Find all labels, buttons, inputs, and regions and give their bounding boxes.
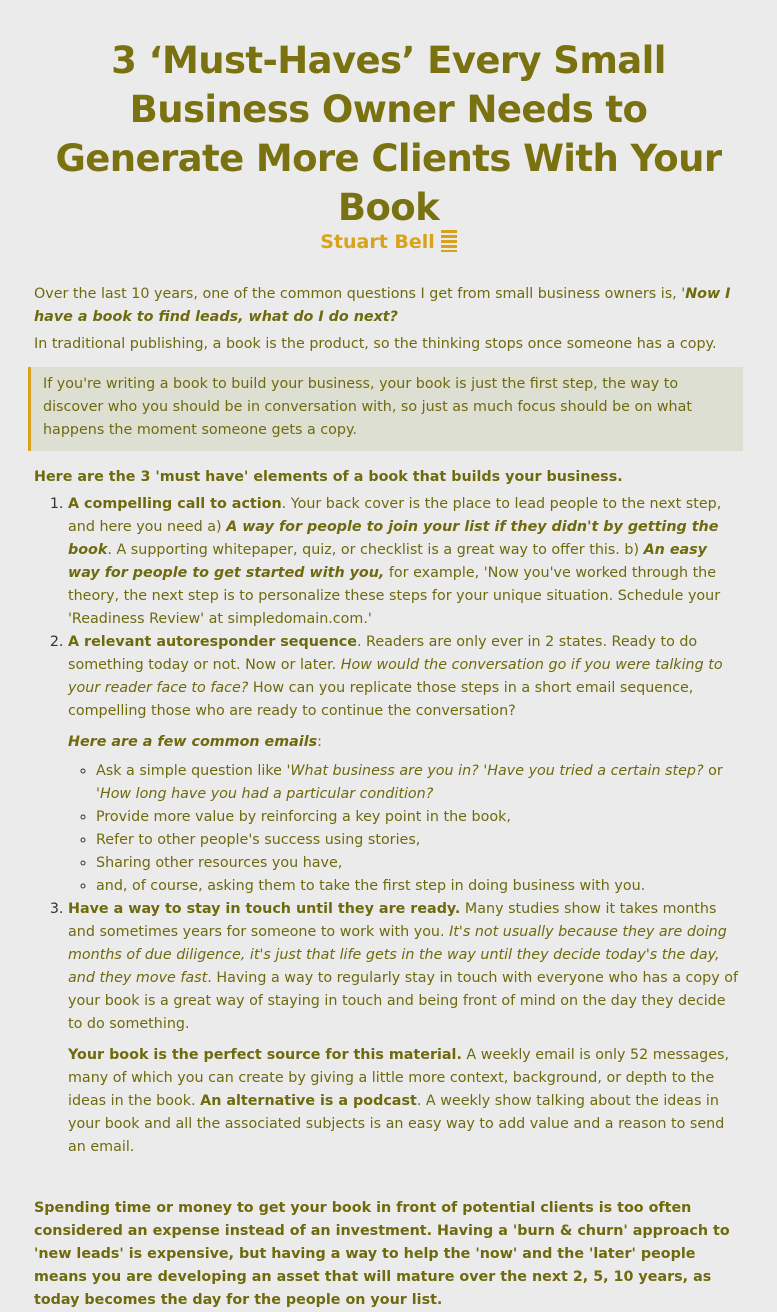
intro-paragraph-2: In traditional publishing, a book is the product, so the thinking stops once someone has a copy. bbox=[34, 336, 717, 352]
list-item-autoresponder bbox=[68, 631, 743, 898]
list-item-stay-in-touch bbox=[68, 898, 743, 1159]
item-title: A relevant autoresponder sequence bbox=[68, 634, 357, 650]
item-text: for example, 'Now you've worked through the theory, the next step is to personalize these steps for your unique situation. Schedule your 'Readiness Review' at simpledomain.com.' bbox=[68, 565, 721, 627]
author-name[interactable]: Stuart Bell bbox=[320, 231, 435, 253]
item-emphasis: A way for people to join your list if they didn't by getting the book bbox=[68, 519, 719, 558]
detail-text: . A weekly show talking about the ideas in your book and all the associated subjects is an easy way to add value and a reason to send an email. bbox=[68, 1093, 725, 1155]
highlight-quote: If you're writing a book to build your business, your book is just the first step, the way to discover who you should be in conversation with, so just as much focus should be on what happens the moment someone gets a copy. bbox=[28, 367, 743, 451]
detail-text: A weekly email is only 52 messages, many of which you can create by giving a little more context, background, or depth to the ideas in the book. bbox=[68, 1047, 730, 1109]
colon: : bbox=[317, 734, 322, 750]
author-line bbox=[34, 229, 743, 255]
item-text: Many studies show it takes months and sometimes years for someone to work with you. bbox=[68, 901, 717, 940]
item-text: . Readers are only ever in 2 states. Ready to do something today or not. Now or later. bbox=[68, 634, 698, 673]
emails-subheading-text: Here are a few common emails bbox=[68, 734, 318, 750]
intro-paragraph-1 bbox=[34, 283, 743, 329]
item-italic: How would the conversation go if you were talking to your reader face to face? bbox=[68, 657, 723, 696]
item-italic: It's not usually because they are doing months of due diligence, it's just that life gets in the way until they decide today's the day, and they move fast bbox=[68, 924, 727, 986]
bullet-italic: What business are you in? bbox=[290, 763, 479, 779]
item-text: . A supporting whitepaper, quiz, or checklist is a great way to offer this. b) bbox=[107, 542, 644, 558]
closing-paragraph: Spending time or money to get your book in front of potential clients is too often considered an expense instead of an investment. Having a 'burn & churn' approach to 'new leads' is expensive, but having a way to help the 'now' and the 'later' people means you are developing an asset that will mature over the next 2, 5, 10 years, as today becomes the day for the people on your list. bbox=[34, 1200, 730, 1308]
bullet-italic: How long have you had a particular condition? bbox=[99, 786, 434, 802]
stay-in-touch-detail bbox=[68, 1044, 743, 1159]
item-title: Have a way to stay in touch until they are ready. bbox=[68, 901, 461, 917]
detail-bold: An alternative is a podcast bbox=[200, 1093, 417, 1109]
intro-text: Over the last 10 years, one of the common questions I get from small business owners is, ' bbox=[34, 286, 686, 302]
bullet-text: or ' bbox=[96, 763, 723, 802]
emails-subheading bbox=[68, 731, 743, 754]
list-lead-in: Here are the 3 'must have' elements of a book that builds your business. bbox=[34, 469, 623, 485]
item-text: . Having a way to regularly stay in touch with everyone who has a copy of your book is a great way of staying in touch and being front of mind on the day they decide to do something. bbox=[68, 970, 739, 1032]
bullet-italic: Have you tried a certain step? bbox=[487, 763, 704, 779]
bullet-text: Ask a simple question like ' bbox=[96, 763, 291, 779]
list-item: ◦ and, of course, asking them to take the first step in doing business with you. bbox=[96, 875, 743, 898]
list-item-call-to-action bbox=[68, 493, 743, 631]
detail-bold: Your book is the perfect source for this material. bbox=[68, 1047, 462, 1063]
list-item: ◦ Refer to other people's success using stories, bbox=[96, 829, 743, 852]
item-text: How can you replicate those steps in a short email sequence, compelling those who are ready to continue the conversation? bbox=[68, 680, 694, 719]
item-emphasis: An easy way for people to get started with you, bbox=[68, 542, 707, 581]
list-item: ◦ Sharing other resources you have, bbox=[96, 852, 743, 875]
intro-question: Now I have a book to find leads, what do I do next? bbox=[34, 286, 731, 325]
list-item: ◦ Provide more value by reinforcing a key point in the book, bbox=[96, 806, 743, 829]
email-ideas-list bbox=[68, 760, 743, 898]
item-title: A compelling call to action bbox=[68, 496, 282, 512]
page-title: 3 ‘Must-Haves’ Every Small Business Owner Needs to Generate More Clients With Your Book bbox=[55, 39, 722, 229]
list-item bbox=[96, 760, 743, 806]
bullet-text: ' bbox=[478, 763, 488, 779]
book-stack-icon bbox=[441, 230, 457, 252]
item-text: . Your back cover is the place to lead people to the next step, and here you need a) bbox=[68, 496, 722, 535]
must-haves-list bbox=[34, 493, 743, 1159]
